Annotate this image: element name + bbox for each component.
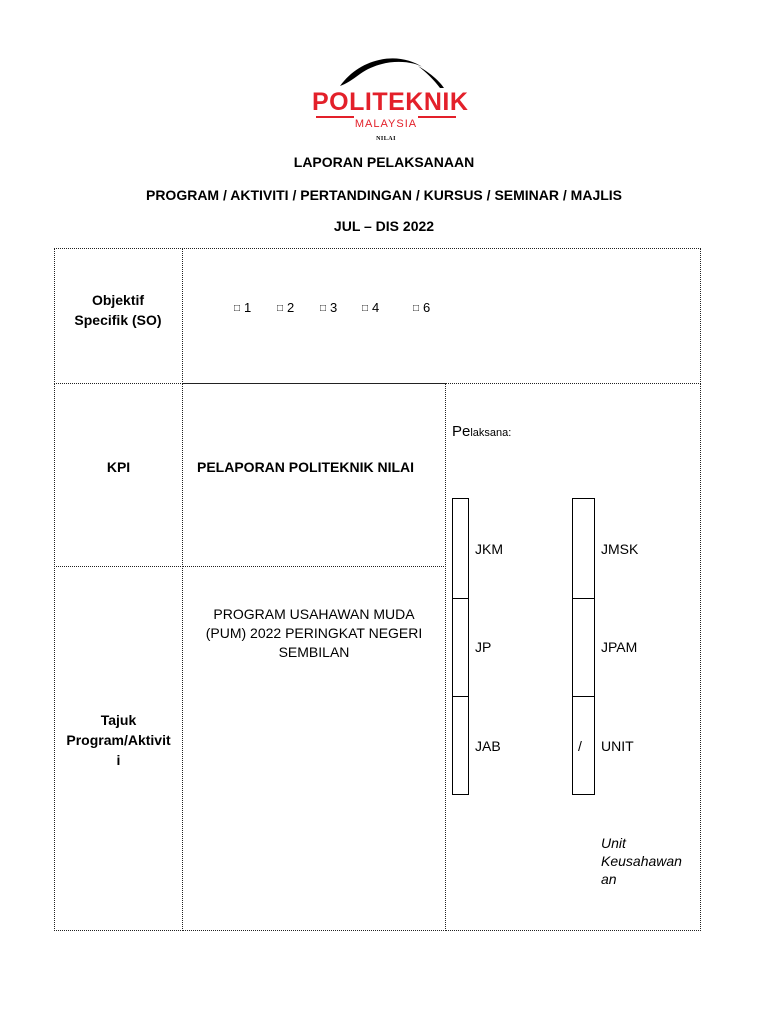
unit-checkbox-jpam[interactable] — [572, 598, 595, 697]
unit-checkbox-jab[interactable] — [452, 696, 469, 795]
tajuk-label-line-3: i — [116, 752, 121, 768]
so-option-6[interactable] — [413, 300, 430, 315]
checkbox-icon: □ — [234, 303, 241, 315]
unit-name-line-3: an — [601, 871, 617, 887]
unit-label-jpam: JPAM — [601, 639, 638, 655]
so-option-label: 4 — [372, 300, 380, 315]
unit-name-line-1: Unit — [601, 835, 626, 851]
so-option-label: 1 — [244, 300, 252, 315]
unit-name — [601, 834, 682, 888]
unit-checkbox-unit[interactable] — [572, 696, 595, 795]
tajuk-label — [56, 710, 181, 770]
checkbox-icon: □ — [277, 303, 284, 315]
logo-campus-text: NILAI — [376, 136, 396, 142]
kpi-value: PELAPORAN POLITEKNIK NILAI — [197, 459, 415, 475]
pelaksana-label — [452, 422, 511, 443]
politeknik-logo — [312, 52, 469, 148]
so-value-cell — [182, 248, 701, 384]
so-option-3[interactable] — [320, 300, 337, 315]
unit-checkbox-jp[interactable] — [452, 598, 469, 697]
checkbox-icon: □ — [413, 303, 420, 315]
tajuk-value: PROGRAM USAHAWAN MUDA (PUM) 2022 PERINGKAT NEGERI SEMBILAN — [205, 606, 423, 660]
report-period: JUL – DIS 2022 — [333, 218, 435, 234]
so-option-label: 3 — [330, 300, 338, 315]
unit-checkbox-jkm[interactable] — [452, 498, 469, 599]
unit-checkbox-jmsk[interactable] — [572, 498, 595, 599]
pelaksana-label-rest: laksana: — [470, 427, 512, 439]
report-title: LAPORAN PELAKSANAAN — [293, 154, 475, 170]
so-option-4[interactable] — [362, 300, 379, 315]
logo-brand-text: POLITEKNIK — [312, 88, 469, 116]
so-option-label: 2 — [287, 300, 295, 315]
logo-country-text: MALAYSIA — [354, 118, 418, 130]
unit-label-jp: JP — [475, 639, 492, 655]
pelaksana-label-prefix: Pe — [452, 423, 471, 440]
kpi-label: KPI — [106, 459, 131, 475]
tajuk-label-line-2: Program/Aktivit — [66, 732, 171, 748]
checkbox-icon: □ — [320, 303, 327, 315]
unit-label-unit: UNIT — [601, 738, 634, 754]
unit-label-jmsk: JMSK — [601, 541, 639, 557]
so-option-label: 6 — [423, 300, 431, 315]
so-label: Objektif Specifik (SO) — [74, 292, 162, 328]
selected-mark: / — [578, 738, 582, 754]
report-subtitle: PROGRAM / AKTIVITI / PERTANDINGAN / KURSUS / SEMINAR / MAJLIS — [145, 187, 623, 203]
unit-name-line-2: Keusahawan — [601, 853, 682, 869]
unit-label-jab: JAB — [475, 738, 501, 754]
checkbox-icon: □ — [362, 303, 369, 315]
tajuk-label-line-1: Tajuk — [100, 712, 137, 728]
unit-label-jkm: JKM — [475, 541, 503, 557]
so-option-2[interactable] — [277, 300, 294, 315]
so-option-1[interactable] — [234, 300, 251, 315]
